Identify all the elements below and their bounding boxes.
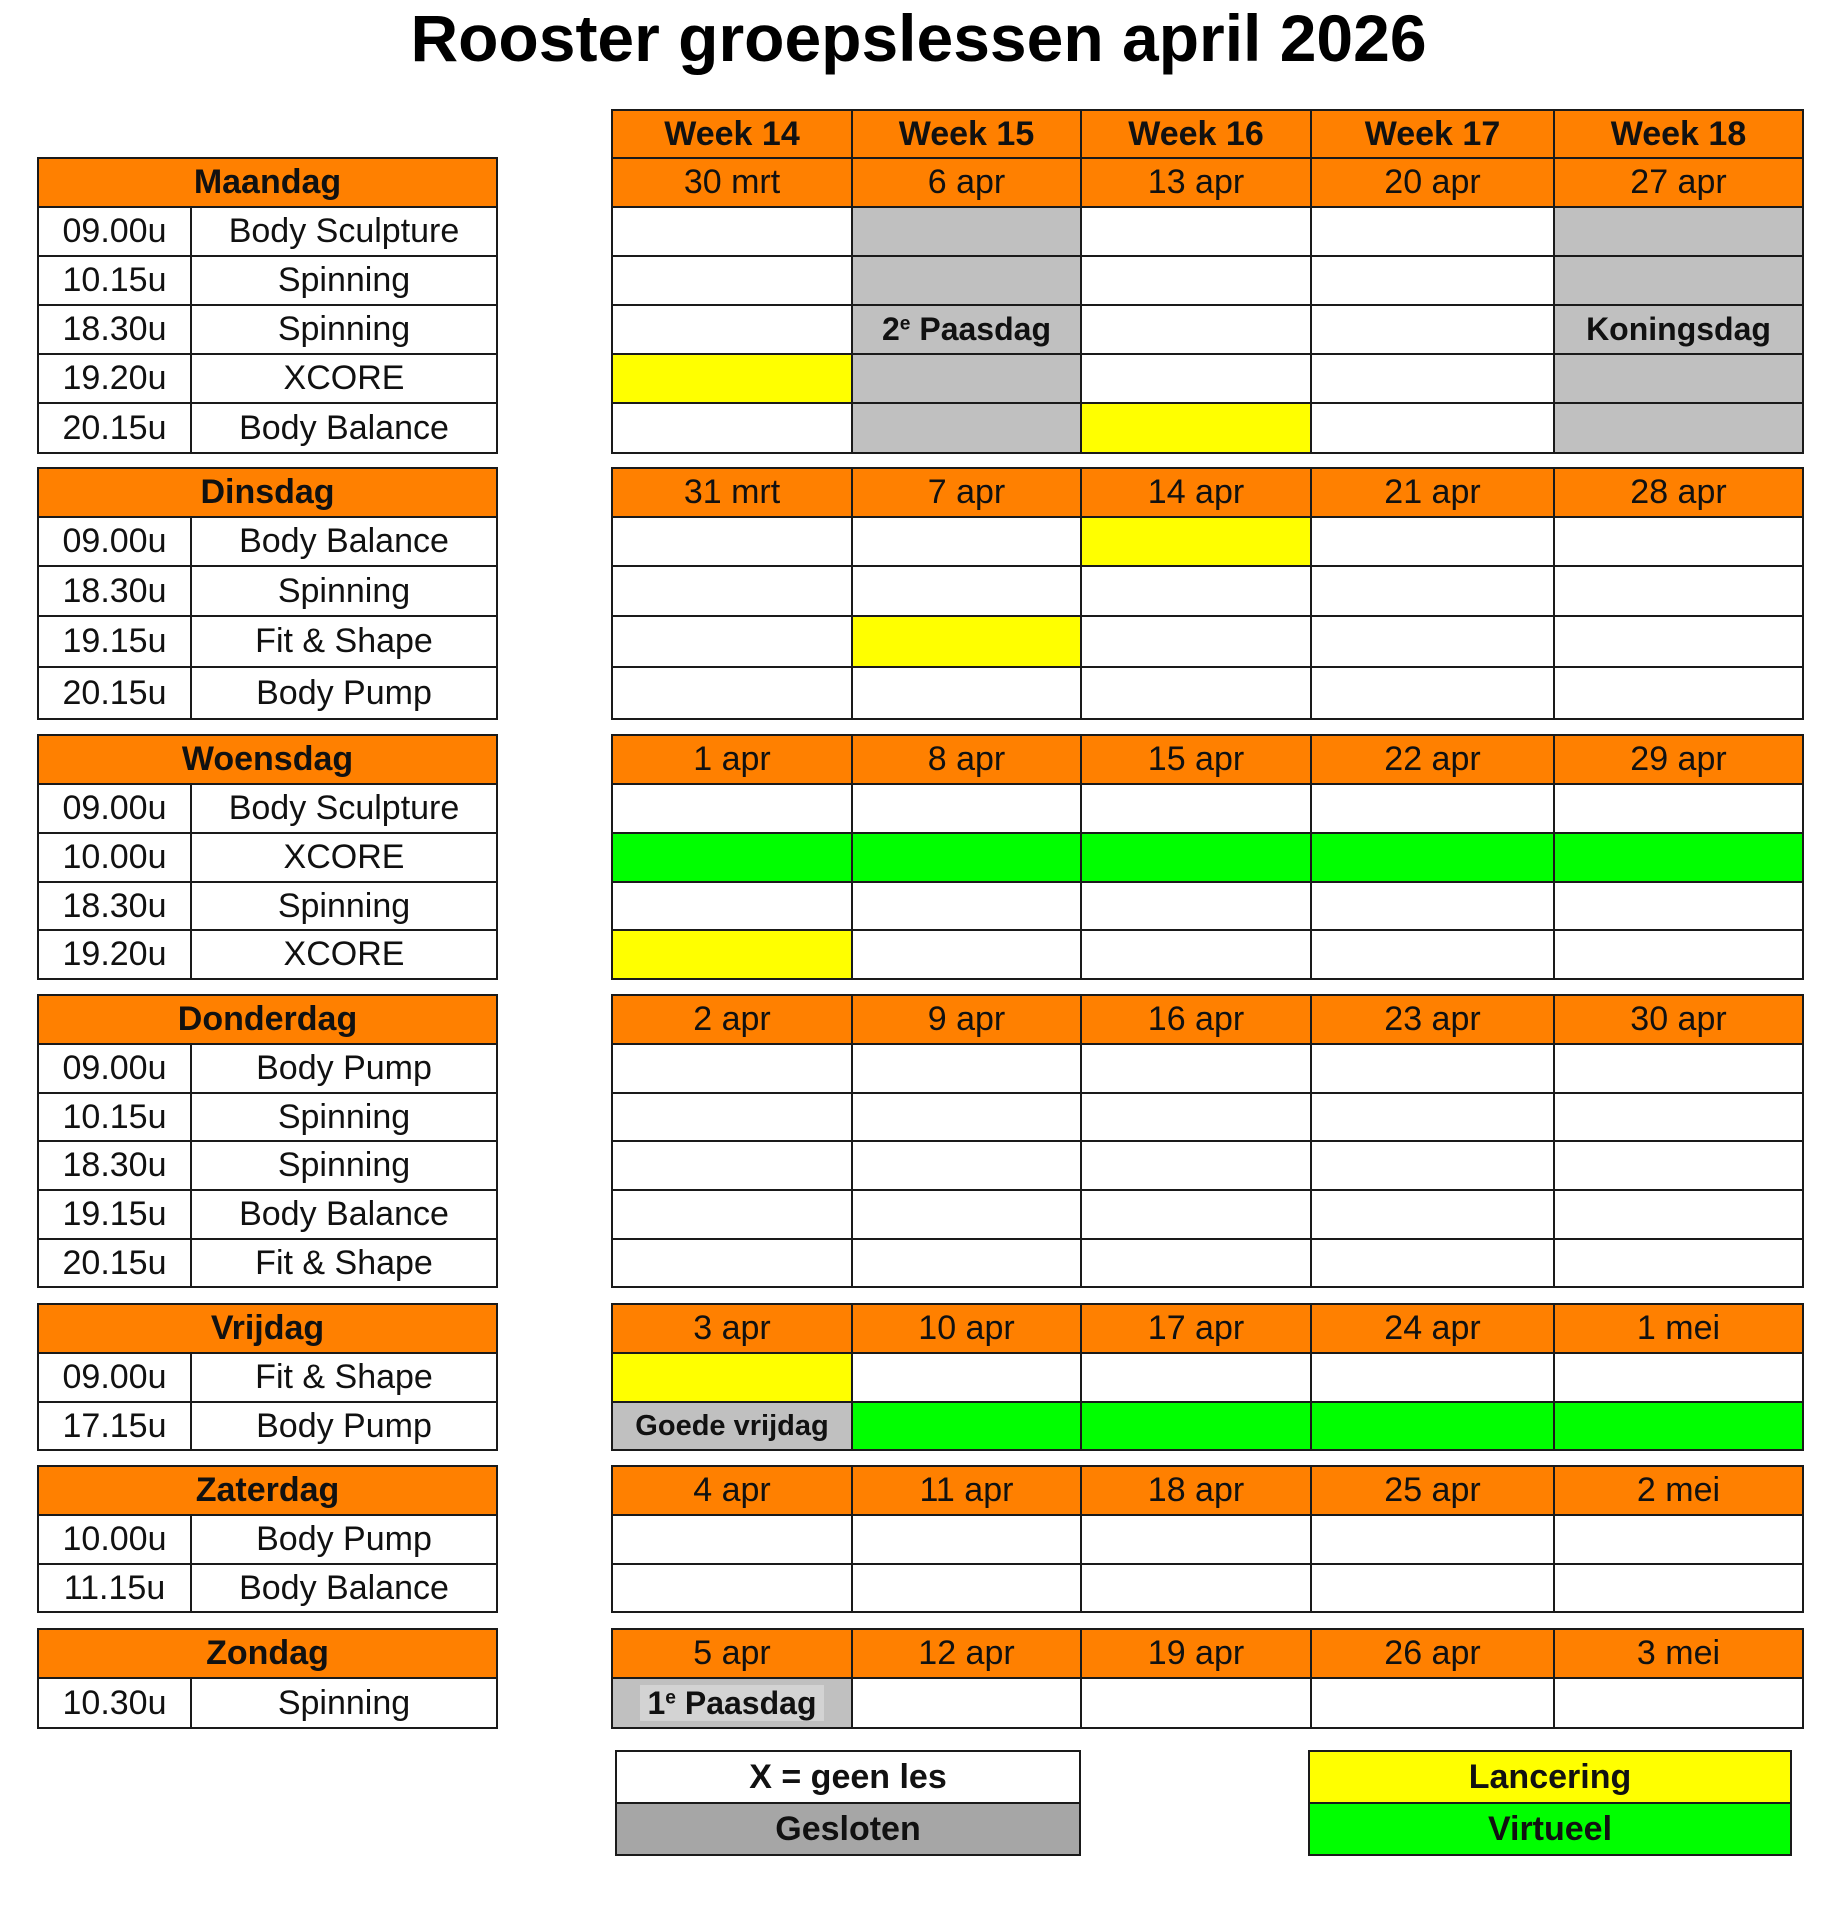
date-header: 18 apr	[1081, 1466, 1311, 1515]
day-table-donderdag	[37, 994, 498, 1288]
date-header: 7 apr	[852, 468, 1081, 517]
status-cell-white	[1554, 1190, 1803, 1239]
lesson-time: 09.00u	[38, 517, 191, 566]
status-cell-green	[1311, 1402, 1554, 1450]
status-cell-white	[612, 517, 852, 566]
holiday-label	[882, 311, 1051, 347]
date-header: 27 apr	[1554, 158, 1803, 207]
lesson-time: 20.15u	[38, 1239, 191, 1287]
status-cell-yellow	[1081, 403, 1311, 453]
date-header: 4 apr	[612, 1466, 852, 1515]
grid-row	[612, 833, 1803, 882]
lesson-class: Spinning	[191, 305, 497, 354]
lesson-time: 20.15u	[38, 403, 191, 453]
status-cell-white	[612, 256, 852, 305]
status-cell-white	[1081, 1190, 1311, 1239]
lesson-row	[38, 403, 497, 453]
holiday-label: Goede vrijdag	[635, 1409, 829, 1442]
grid-row	[612, 1239, 1803, 1287]
date-header: 30 mrt	[612, 158, 852, 207]
date-header: 31 mrt	[612, 468, 852, 517]
status-cell-white	[852, 1190, 1081, 1239]
status-cell-white	[1554, 1564, 1803, 1612]
status-cell-gray	[1554, 256, 1803, 305]
status-cell-green	[1081, 833, 1311, 882]
status-cell-white	[852, 1239, 1081, 1287]
status-cell-white	[1554, 1093, 1803, 1141]
week-grid-dinsdag	[611, 467, 1804, 720]
page-title: Rooster groepslessen april 2026	[410, 1, 1427, 75]
week-grid-donderdag	[611, 994, 1804, 1288]
week-header	[611, 109, 1804, 160]
status-cell-white	[1311, 616, 1554, 667]
status-cell-green	[612, 833, 852, 882]
status-cell-white	[612, 403, 852, 453]
lesson-class: Body Pump	[191, 1402, 497, 1450]
date-header: 13 apr	[1081, 158, 1311, 207]
lesson-row	[38, 1564, 497, 1612]
lesson-row	[38, 1093, 497, 1141]
status-cell-white	[1081, 1564, 1311, 1612]
date-header: 15 apr	[1081, 735, 1311, 784]
lesson-class: XCORE	[191, 930, 497, 979]
date-header: 28 apr	[1554, 468, 1803, 517]
lesson-time: 10.15u	[38, 1093, 191, 1141]
grid-row	[612, 1402, 1803, 1450]
status-cell-white	[1081, 1093, 1311, 1141]
status-cell-white	[612, 616, 852, 667]
lesson-class: Spinning	[191, 1141, 497, 1190]
day-header: Vrijdag	[38, 1304, 497, 1353]
status-cell-white	[852, 1141, 1081, 1190]
lesson-row	[38, 833, 497, 882]
status-cell-white	[1554, 517, 1803, 566]
lesson-time: 09.00u	[38, 1044, 191, 1093]
lesson-time: 09.00u	[38, 1353, 191, 1402]
grid-row	[612, 517, 1803, 566]
status-cell-white	[1554, 566, 1803, 616]
grid-row	[612, 930, 1803, 979]
grid-row	[612, 784, 1803, 833]
date-header: 10 apr	[852, 1304, 1081, 1353]
week-header-17: Week 17	[1311, 110, 1554, 159]
status-cell-white	[1554, 1678, 1803, 1728]
status-cell-green	[1554, 833, 1803, 882]
grid-row	[612, 1515, 1803, 1564]
status-cell-white	[1081, 1515, 1311, 1564]
lesson-class: Spinning	[191, 566, 497, 616]
date-header: 17 apr	[1081, 1304, 1311, 1353]
status-cell-white	[1081, 930, 1311, 979]
status-cell-white	[612, 1141, 852, 1190]
status-cell-gray	[852, 403, 1081, 453]
legend-virtual: Virtueel	[1309, 1803, 1791, 1855]
status-cell-white	[1554, 1141, 1803, 1190]
status-cell-white	[1311, 305, 1554, 354]
status-cell-white	[1554, 1239, 1803, 1287]
status-cell-white	[852, 1093, 1081, 1141]
status-cell-white	[852, 1515, 1081, 1564]
status-cell-white	[612, 784, 852, 833]
status-cell-yellow	[612, 930, 852, 979]
date-header: 11 apr	[852, 1466, 1081, 1515]
status-cell-gray	[852, 354, 1081, 403]
date-header: 8 apr	[852, 735, 1081, 784]
week-grid-maandag	[611, 157, 1804, 454]
status-cell-white	[1081, 207, 1311, 256]
status-cell-white	[1081, 1044, 1311, 1093]
grid-row	[612, 207, 1803, 256]
lesson-time: 19.15u	[38, 1190, 191, 1239]
lesson-row	[38, 930, 497, 979]
status-cell-white	[612, 207, 852, 256]
lesson-row	[38, 517, 497, 566]
lesson-time: 18.30u	[38, 1141, 191, 1190]
status-cell-white	[852, 667, 1081, 719]
lesson-class: Body Balance	[191, 1564, 497, 1612]
legend-no-class: X = geen les	[616, 1751, 1080, 1803]
date-header: 1 apr	[612, 735, 852, 784]
status-cell-white	[1554, 1044, 1803, 1093]
day-header: Donderdag	[38, 995, 497, 1044]
lesson-row	[38, 1190, 497, 1239]
status-cell-white	[852, 930, 1081, 979]
holiday-ordinal-suffix: e	[665, 1686, 676, 1708]
day-header: Dinsdag	[38, 468, 497, 517]
grid-row	[612, 566, 1803, 616]
status-cell-white	[612, 1190, 852, 1239]
lesson-row	[38, 256, 497, 305]
status-cell-yellow	[852, 616, 1081, 667]
day-table-zondag	[37, 1628, 498, 1729]
lesson-class: Body Sculpture	[191, 784, 497, 833]
date-header: 9 apr	[852, 995, 1081, 1044]
lesson-row	[38, 1044, 497, 1093]
status-cell-white	[1081, 1678, 1311, 1728]
status-cell-white	[1554, 1353, 1803, 1402]
lesson-time: 18.30u	[38, 882, 191, 930]
lesson-row	[38, 1141, 497, 1190]
week-header-18: Week 18	[1554, 110, 1803, 159]
lesson-class: Body Balance	[191, 517, 497, 566]
lesson-row	[38, 1515, 497, 1564]
status-cell-white	[852, 566, 1081, 616]
status-cell-gray	[852, 305, 1081, 354]
status-cell-white	[852, 784, 1081, 833]
lesson-class: Body Sculpture	[191, 207, 497, 256]
lesson-class: Fit & Shape	[191, 1353, 497, 1402]
lesson-time: 19.15u	[38, 616, 191, 667]
date-header: 25 apr	[1311, 1466, 1554, 1515]
status-cell-white	[1081, 1141, 1311, 1190]
status-cell-white	[1311, 882, 1554, 930]
lesson-time: 09.00u	[38, 784, 191, 833]
status-cell-white	[612, 1044, 852, 1093]
date-header: 26 apr	[1311, 1629, 1554, 1678]
lesson-class: XCORE	[191, 833, 497, 882]
holiday-ordinal: 1	[647, 1684, 666, 1721]
status-cell-gray	[1554, 305, 1803, 354]
status-cell-white	[1081, 566, 1311, 616]
status-cell-white	[1311, 784, 1554, 833]
lesson-class: Spinning	[191, 1678, 497, 1728]
lesson-time: 10.15u	[38, 256, 191, 305]
lesson-row	[38, 305, 497, 354]
date-header: 23 apr	[1311, 995, 1554, 1044]
grid-row	[612, 616, 1803, 667]
grid-row	[612, 1190, 1803, 1239]
status-cell-green	[852, 833, 1081, 882]
status-cell-white	[1081, 354, 1311, 403]
lesson-row	[38, 616, 497, 667]
day-table-woensdag	[37, 734, 498, 980]
week-grid-woensdag	[611, 734, 1804, 980]
status-cell-white	[612, 1564, 852, 1612]
date-header: 22 apr	[1311, 735, 1554, 784]
week-header-15: Week 15	[852, 110, 1081, 159]
status-cell-white	[1311, 930, 1554, 979]
lesson-class: Body Pump	[191, 1515, 497, 1564]
grid-row	[612, 1044, 1803, 1093]
lesson-row	[38, 667, 497, 719]
status-cell-white	[1554, 667, 1803, 719]
status-cell-white	[852, 1044, 1081, 1093]
status-cell-white	[1554, 882, 1803, 930]
grid-row	[612, 1678, 1803, 1728]
status-cell-white	[612, 305, 852, 354]
date-header: 5 apr	[612, 1629, 852, 1678]
date-header: 3 apr	[612, 1304, 852, 1353]
holiday-ordinal: 2	[882, 311, 900, 347]
status-cell-green	[1311, 833, 1554, 882]
grid-row	[612, 305, 1803, 354]
legend-closed: Gesloten	[616, 1803, 1080, 1855]
lesson-time: 17.15u	[38, 1402, 191, 1450]
holiday-label	[640, 1685, 825, 1721]
day-header: Zondag	[38, 1629, 497, 1678]
lesson-row	[38, 354, 497, 403]
status-cell-green	[1081, 1402, 1311, 1450]
holiday-name: Paasdag	[675, 1684, 817, 1721]
lesson-row	[38, 784, 497, 833]
holiday-label: Koningsdag	[1586, 311, 1771, 347]
lesson-row	[38, 207, 497, 256]
grid-row	[612, 1093, 1803, 1141]
status-cell-yellow	[612, 354, 852, 403]
date-header: 6 apr	[852, 158, 1081, 207]
lesson-class: Spinning	[191, 1093, 497, 1141]
day-table-dinsdag	[37, 467, 498, 720]
date-header: 29 apr	[1554, 735, 1803, 784]
status-cell-white	[1081, 305, 1311, 354]
lesson-time: 19.20u	[38, 930, 191, 979]
date-header: 21 apr	[1311, 468, 1554, 517]
status-cell-gray	[852, 256, 1081, 305]
status-cell-white	[1311, 256, 1554, 305]
lesson-time: 10.30u	[38, 1678, 191, 1728]
lesson-class: Spinning	[191, 882, 497, 930]
lesson-class: Body Balance	[191, 403, 497, 453]
status-cell-yellow	[612, 1353, 852, 1402]
date-header: 30 apr	[1554, 995, 1803, 1044]
lesson-class: Spinning	[191, 256, 497, 305]
lesson-row	[38, 1678, 497, 1728]
status-cell-white	[1311, 354, 1554, 403]
lesson-class: Body Pump	[191, 1044, 497, 1093]
date-header: 2 apr	[612, 995, 852, 1044]
status-cell-gray	[612, 1402, 852, 1450]
day-header: Woensdag	[38, 735, 497, 784]
grid-row	[612, 403, 1803, 453]
status-cell-white	[1311, 566, 1554, 616]
week-grid-vrijdag	[611, 1303, 1804, 1451]
status-cell-gray	[1554, 207, 1803, 256]
date-header: 2 mei	[1554, 1466, 1803, 1515]
status-cell-white	[1311, 1190, 1554, 1239]
status-cell-white	[852, 517, 1081, 566]
status-cell-gray	[612, 1678, 852, 1728]
lesson-class: Fit & Shape	[191, 616, 497, 667]
holiday-ordinal-suffix: e	[899, 313, 911, 335]
status-cell-white	[1081, 616, 1311, 667]
grid-row	[612, 667, 1803, 719]
status-cell-white	[1311, 403, 1554, 453]
status-cell-green	[852, 1402, 1081, 1450]
day-header: Maandag	[38, 158, 497, 207]
lesson-class: Fit & Shape	[191, 1239, 497, 1287]
date-header: 3 mei	[1554, 1629, 1803, 1678]
status-cell-white	[1311, 1353, 1554, 1402]
status-cell-white	[1311, 1044, 1554, 1093]
status-cell-white	[1081, 1353, 1311, 1402]
status-cell-white	[852, 1353, 1081, 1402]
lesson-class: XCORE	[191, 354, 497, 403]
day-table-vrijdag	[37, 1303, 498, 1451]
week-grid-zondag	[611, 1628, 1804, 1729]
lesson-row	[38, 566, 497, 616]
grid-row	[612, 1141, 1803, 1190]
lesson-row	[38, 882, 497, 930]
week-header-16: Week 16	[1081, 110, 1311, 159]
status-cell-white	[1554, 1515, 1803, 1564]
status-cell-white	[852, 1678, 1081, 1728]
date-header: 20 apr	[1311, 158, 1554, 207]
lesson-time: 19.20u	[38, 354, 191, 403]
status-cell-white	[1081, 784, 1311, 833]
legend-right	[1308, 1750, 1792, 1856]
day-table-maandag	[37, 157, 498, 454]
day-header: Zaterdag	[38, 1466, 497, 1515]
week-grid-zaterdag	[611, 1465, 1804, 1613]
lesson-time: 20.15u	[38, 667, 191, 719]
date-header: 19 apr	[1081, 1629, 1311, 1678]
lesson-row	[38, 1353, 497, 1402]
lesson-class: Body Pump	[191, 667, 497, 719]
lesson-class: Body Balance	[191, 1190, 497, 1239]
status-cell-white	[1311, 1678, 1554, 1728]
status-cell-white	[612, 882, 852, 930]
status-cell-white	[1554, 784, 1803, 833]
date-header: 1 mei	[1554, 1304, 1803, 1353]
status-cell-white	[1554, 930, 1803, 979]
date-header: 16 apr	[1081, 995, 1311, 1044]
status-cell-white	[612, 1093, 852, 1141]
status-cell-white	[1311, 517, 1554, 566]
lesson-time: 18.30u	[38, 566, 191, 616]
status-cell-white	[612, 1515, 852, 1564]
lesson-row	[38, 1402, 497, 1450]
grid-row	[612, 1353, 1803, 1402]
status-cell-white	[612, 1239, 852, 1287]
legend-launch: Lancering	[1309, 1751, 1791, 1803]
date-header: 14 apr	[1081, 468, 1311, 517]
status-cell-white	[852, 1564, 1081, 1612]
grid-row	[612, 354, 1803, 403]
lesson-time: 09.00u	[38, 207, 191, 256]
status-cell-white	[1311, 667, 1554, 719]
day-table-zaterdag	[37, 1465, 498, 1613]
status-cell-white	[1081, 256, 1311, 305]
status-cell-white	[612, 566, 852, 616]
legend-left	[615, 1750, 1081, 1856]
lesson-time: 18.30u	[38, 305, 191, 354]
date-header: 12 apr	[852, 1629, 1081, 1678]
status-cell-gray	[1554, 354, 1803, 403]
lesson-row	[38, 1239, 497, 1287]
status-cell-white	[1311, 1141, 1554, 1190]
lesson-time: 10.00u	[38, 1515, 191, 1564]
status-cell-white	[1311, 207, 1554, 256]
status-cell-gray	[852, 207, 1081, 256]
status-cell-white	[1554, 616, 1803, 667]
holiday-name: Paasdag	[910, 311, 1051, 347]
status-cell-white	[1311, 1564, 1554, 1612]
status-cell-yellow	[1081, 517, 1311, 566]
week-header-14: Week 14	[612, 110, 852, 159]
status-cell-white	[1081, 882, 1311, 930]
status-cell-white	[1081, 667, 1311, 719]
lesson-time: 11.15u	[38, 1564, 191, 1612]
status-cell-gray	[1554, 403, 1803, 453]
grid-row	[612, 256, 1803, 305]
status-cell-white	[1311, 1093, 1554, 1141]
status-cell-white	[852, 882, 1081, 930]
status-cell-white	[612, 667, 852, 719]
lesson-time: 10.00u	[38, 833, 191, 882]
status-cell-green	[1554, 1402, 1803, 1450]
status-cell-white	[1311, 1515, 1554, 1564]
status-cell-white	[1081, 1239, 1311, 1287]
grid-row	[612, 882, 1803, 930]
grid-row	[612, 1564, 1803, 1612]
status-cell-white	[1311, 1239, 1554, 1287]
date-header: 24 apr	[1311, 1304, 1554, 1353]
